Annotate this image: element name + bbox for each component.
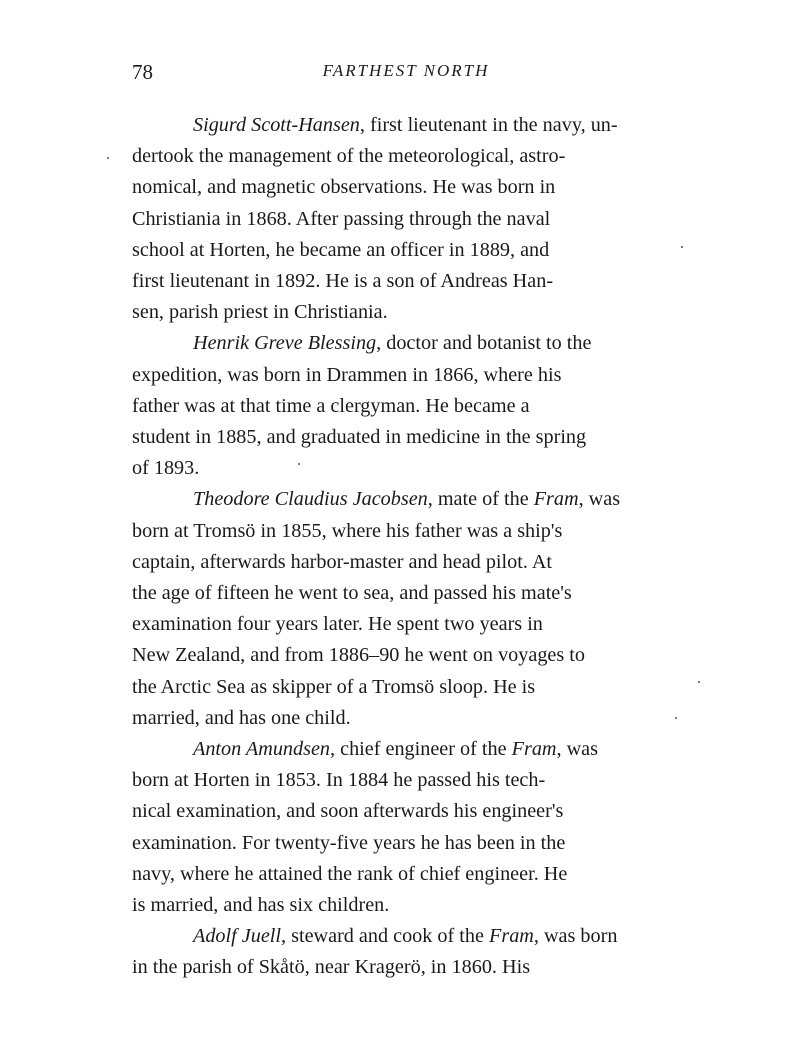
- text-line: born at Tromsö in 1855, where his father was a ship's: [132, 519, 563, 542]
- person-name: Henrik Greve Blessing: [193, 332, 377, 355]
- text-line: first lieutenant in 1892. He is a son of Andreas Han-: [132, 270, 554, 293]
- text-line: Anton Amundsen, chief engineer of the Fram, was: [193, 738, 598, 761]
- text-line: Theodore Claudius Jacobsen, mate of the Fram, was: [193, 488, 621, 511]
- text-line: in the parish of Skåtö, near Kragerö, in 1860. His: [132, 956, 531, 979]
- paragraph-amundsen: [132, 734, 680, 921]
- person-name: Theodore Claudius Jacobsen: [193, 488, 428, 511]
- ship-name: Fram: [511, 738, 557, 761]
- person-name: Sigurd Scott-Hansen: [193, 114, 360, 136]
- running-head: [132, 60, 680, 90]
- text-line: born at Horten in 1853. In 1884 he passed his tech-: [132, 769, 546, 792]
- text-line: father was at that time a clergyman. He became a: [132, 394, 530, 417]
- text-line: captain, afterwards harbor-master and head pilot. At: [132, 550, 553, 573]
- text-line: of 1893.: [132, 457, 200, 480]
- text-line: sen, parish priest in Christiania.: [132, 301, 388, 324]
- print-speck: [698, 681, 700, 683]
- paragraph-blessing: [132, 328, 680, 484]
- text-line: Sigurd Scott-Hansen, first lieutenant in the navy, un-: [193, 114, 618, 136]
- body-text: [132, 110, 680, 984]
- text-line: Christiania in 1868. After passing through the naval: [132, 207, 551, 230]
- ship-name: Fram: [533, 488, 579, 511]
- text-line: dertook the management of the meteorological, astro-: [132, 145, 566, 168]
- text-line: is married, and has six children.: [132, 894, 390, 917]
- text-line: student in 1885, and graduated in medicine in the spring: [132, 426, 587, 449]
- text-line: nomical, and magnetic observations. He was born in: [132, 176, 556, 199]
- paragraph-jacobsen: [132, 484, 680, 734]
- page-number: 78: [132, 60, 153, 84]
- text-line: navy, where he attained the rank of chief engineer. He: [132, 862, 568, 885]
- text-line: examination four years later. He spent two years in: [132, 613, 543, 636]
- text-line: nical examination, and soon afterwards his engineer's: [132, 800, 564, 823]
- text-line: school at Horten, he became an officer in 1889, and: [132, 238, 550, 261]
- text-line: New Zealand, and from 1886–90 he went on voyages to: [132, 644, 585, 667]
- print-speck: [675, 717, 677, 719]
- print-speck: [298, 463, 300, 465]
- text-line: expedition, was born in Drammen in 1866, where his: [132, 363, 562, 386]
- ship-name: Fram: [489, 925, 534, 948]
- text-line: the Arctic Sea as skipper of a Tromsö sloop. He is: [132, 675, 536, 698]
- person-name: Anton Amundsen: [193, 738, 331, 761]
- text-line: married, and has one child.: [132, 706, 351, 729]
- text-line: Adolf Juell, steward and cook of the Fram, was born: [193, 925, 618, 948]
- paragraph-scott-hansen: [132, 110, 680, 328]
- person-name: Adolf Juell: [193, 925, 282, 948]
- paragraph-juell: [132, 921, 680, 983]
- text-line: examination. For twenty-five years he has been in the: [132, 831, 566, 854]
- print-speck: [107, 157, 109, 159]
- text-line: the age of fifteen he went to sea, and passed his mate's: [132, 582, 572, 605]
- print-speck: [681, 246, 683, 248]
- running-title: FARTHEST NORTH: [322, 61, 490, 80]
- text-line: Henrik Greve Blessing, doctor and botanist to the: [193, 332, 592, 355]
